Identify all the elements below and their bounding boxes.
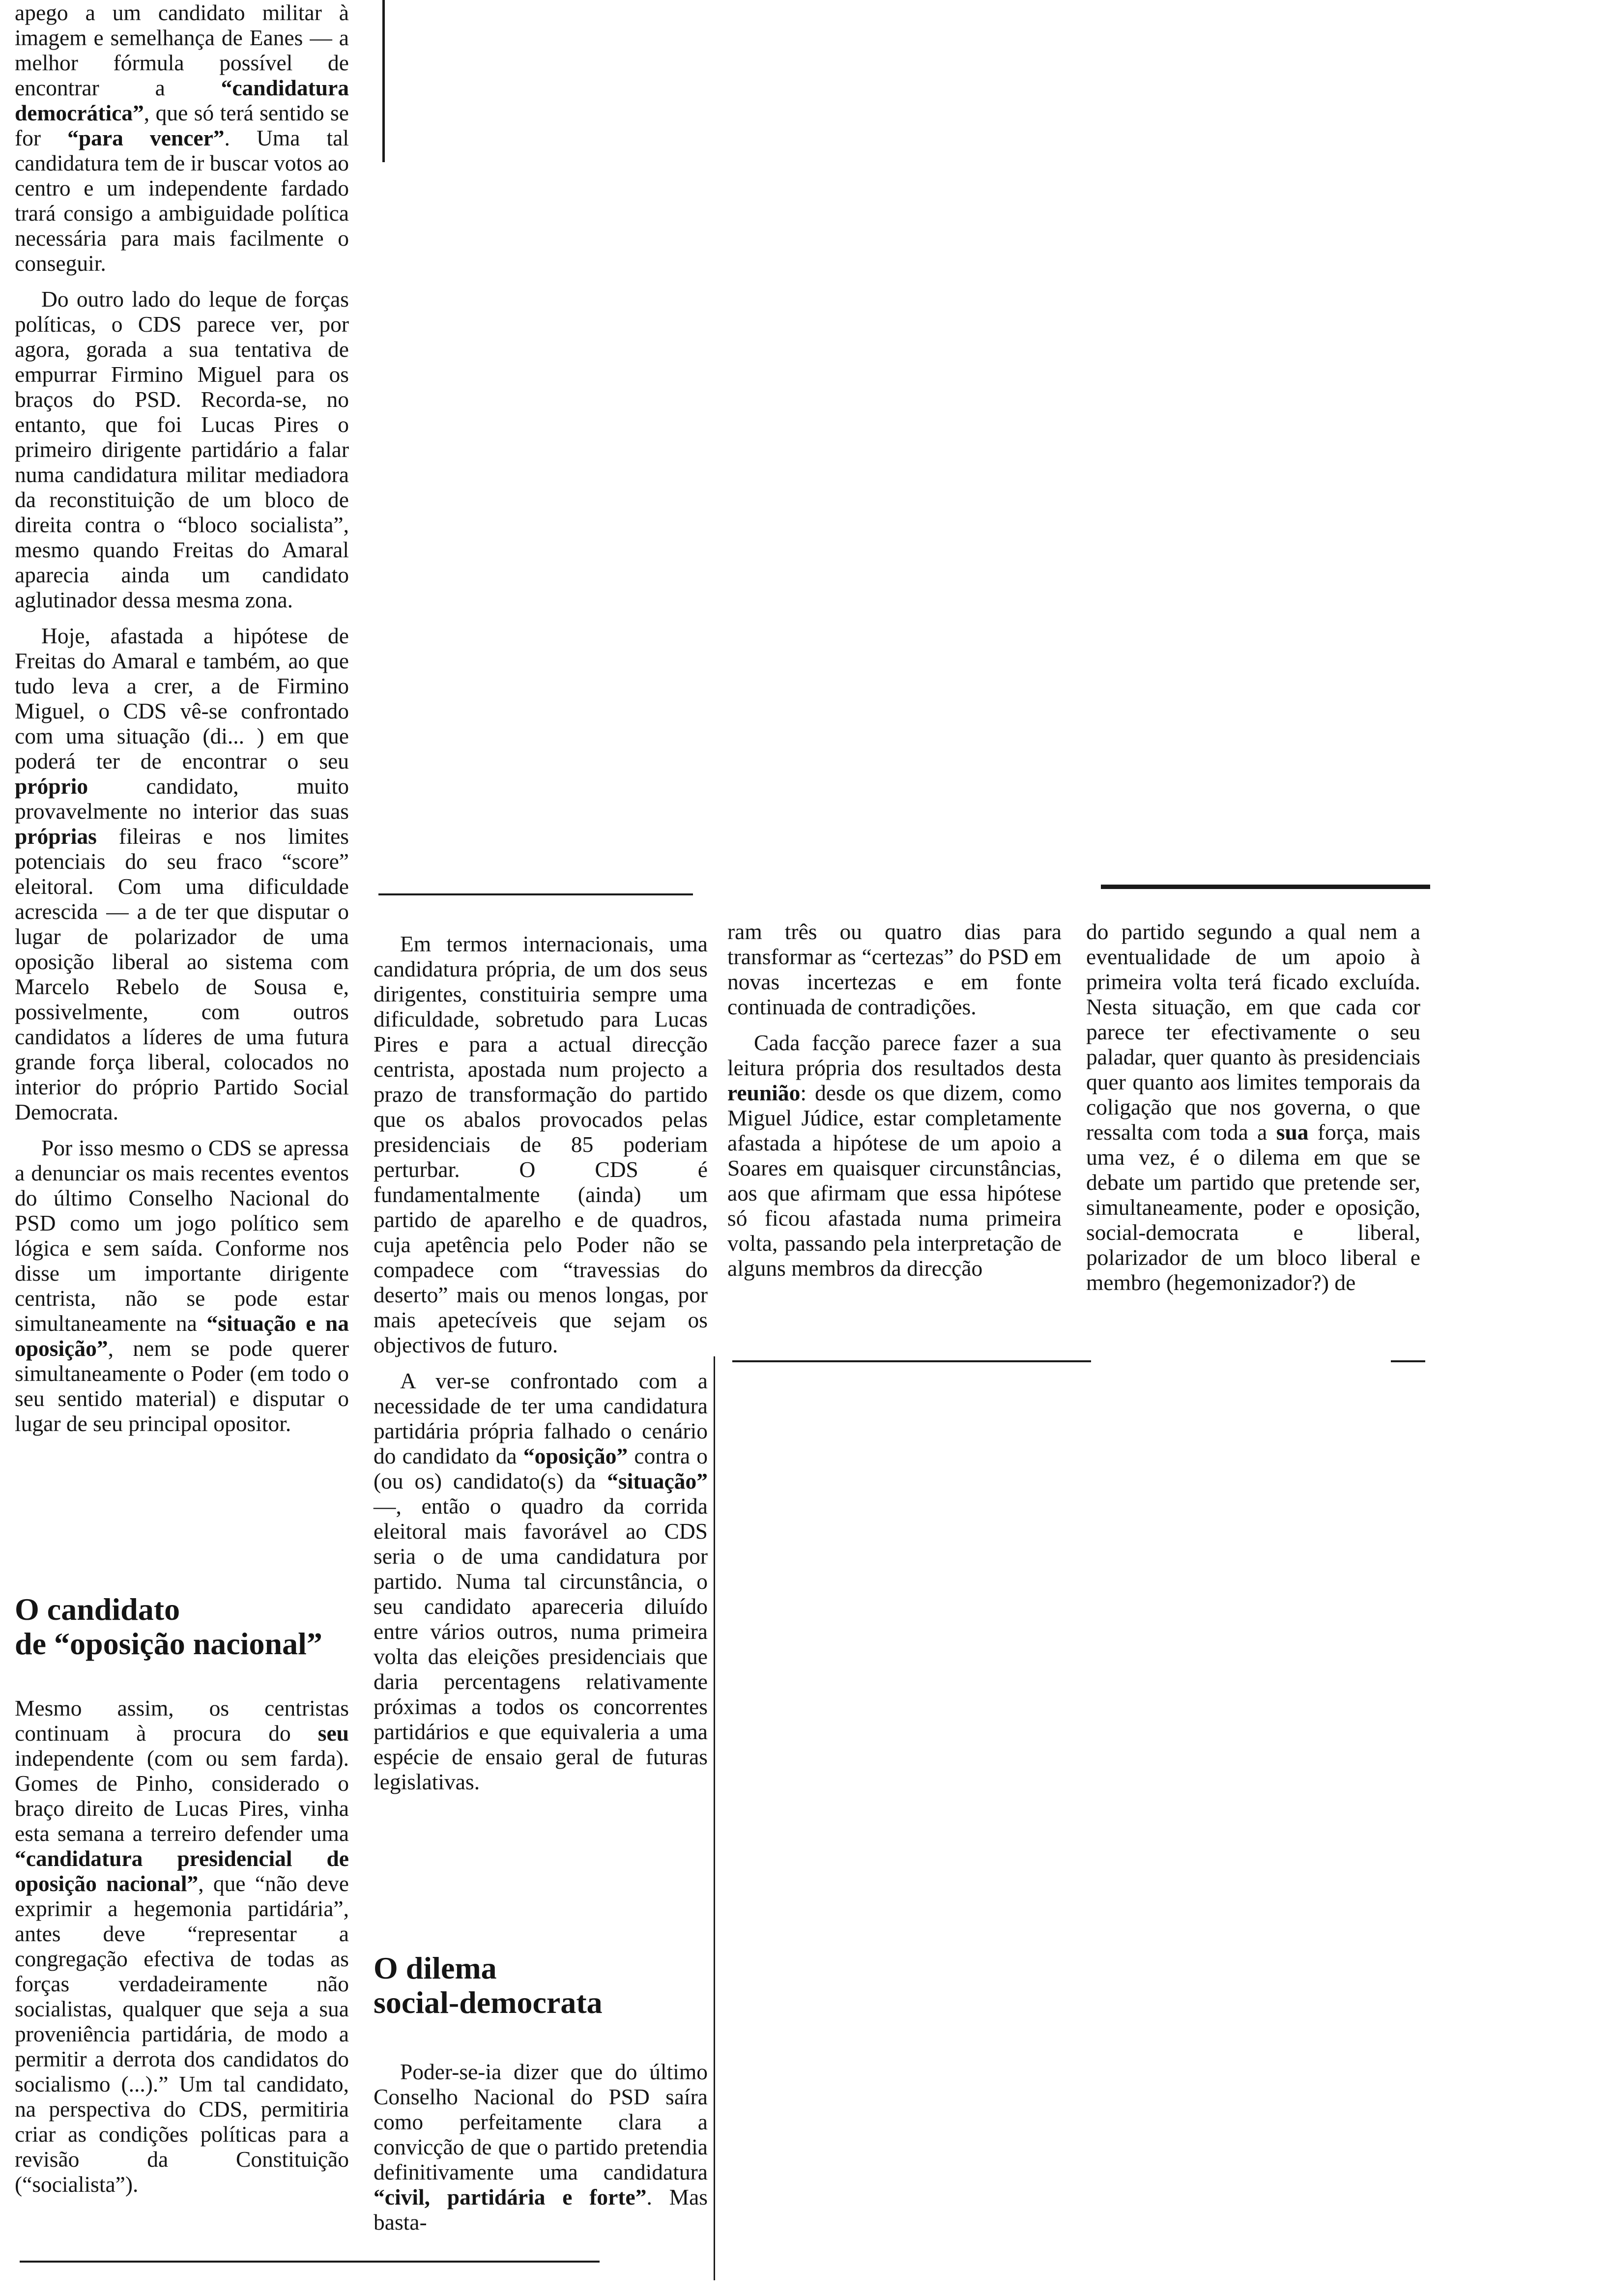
article-column-2 xyxy=(374,931,708,1805)
column-rule xyxy=(714,1356,715,2280)
paragraph: Hoje, afastada a hipótese de Freitas do Amaral e também, ao que tudo leva a crer, a de Firmino Miguel, o CDS vê-se confrontado com uma situação (di... ) em que poderá ter de encontrar o seu próprio candidato, muito provavelmente no interior das suas próprias fileiras e nos limites potenciais do seu fraco “score” eleitoral. Com uma dificuldade acrescida — a de ter que disputar o lugar de polarizador de uma oposição liberal ao sistema com Marcelo Rebelo de Sousa e, possivelmente, com outros candidatos a líderes de uma futura grande força liberal, colocados no interior do próprio Partido Social Democrata. xyxy=(15,623,349,1124)
paragraph: Do outro lado do leque de forças políticas, o CDS parece ver, por agora, gorada a sua tentativa de empurrar Firmino Miguel para os braços do PSD. Recorda-se, no entanto, que foi Lucas Pires o primeiro dirigente partidário a falar numa candidatura militar mediadora da reconstituição de um bloco de direita contra o “bloco socialista”, mesmo quando Freitas do Amaral aparecia ainda um candidato aglutinador dessa mesma zona. xyxy=(15,287,349,612)
section-rule xyxy=(1391,1360,1425,1362)
subheading-oposicao-nacional: O candidato de “oposição nacional” xyxy=(15,1592,322,1661)
article-column-2b xyxy=(374,2059,708,2245)
paragraph: Cada facção parece fazer a sua leitura própria dos resultados desta reunião: desde os que dizem, como Miguel Júdice, estar completamente afastada a hipótese de um apoio a Soares em quaisquer circunstâncias, aos que afirmam que essa hipótese só ficou afastada numa primeira volta, passando pela interpretação de alguns membros da direcção xyxy=(727,1030,1062,1281)
article-column-1 xyxy=(15,0,349,1447)
paragraph: Por isso mesmo o CDS se apressa a denunciar os mais recentes eventos do último Conselho Nacional do PSD como um jogo político sem lógica e sem saída. Conforme nos disse um importante dirigente centrista, não se pode estar simultaneamente na “situação e na oposição”, nem se pode querer simultaneamente o Poder (em todo o seu sentido material) e disputar o lugar de seu principal opositor. xyxy=(15,1135,349,1436)
paragraph: A ver-se confrontado com a necessidade de ter uma candidatura partidária própria falhado o cenário do candidato da “oposição” contra o (ou os) candidato(s) da “situação” —, então o quadro da corrida eleitoral mais favorável ao CDS seria o de uma candidatura por partido. Numa tal circunstância, o seu candidato apareceria diluído entre vários outros, numa primeira volta das eleições presidenciais que daria percentagens relativamente próximas a todos os concorrentes partidários e que equivaleria a uma espécie de ensaio geral de futuras legislativas. xyxy=(374,1368,708,1794)
column-rule xyxy=(382,0,385,162)
paragraph: do partido segundo a qual nem a eventualidade de um apoio à primeira volta terá ficado excluída. Nesta situação, em que cada cor parece ter efectivamente o seu paladar, quer quanto às presidenciais quer quanto aos limites temporais da coligação que nos governa, o que ressalta com toda a sua força, mais uma vez, é o dilema em que se debate um partido que pretende ser, simultaneamente, poder e oposição, social-democrata e liberal, polarizador de um bloco liberal e membro (hegemonizador?) de xyxy=(1086,919,1420,1295)
article-column-4 xyxy=(1086,919,1420,1306)
bottom-rule xyxy=(20,2261,600,2263)
paragraph: Poder-se-ia dizer que do último Conselho Nacional do PSD saíra como perfeitamente clara a convicção de que o partido pretendia definitivamente uma candidatura “civil, partidária e forte”. Mas basta- xyxy=(374,2059,708,2235)
article-column-3 xyxy=(727,919,1062,1292)
paragraph: apego a um candidato militar à imagem e semelhança de Eanes — a melhor fórmula possível de encontrar a “candidatura democrática”, que só terá sentido se for “para vencer”. Uma tal candidatura tem de ir buscar votos ao centro e um independente fardado trará consigo a ambiguidade política necessária para mais facilmente o conseguir. xyxy=(15,0,349,276)
paragraph: Mesmo assim, os centristas continuam à procura do seu independente (com ou sem farda). Gomes de Pinho, considerado o braço direito de Lucas Pires, vinha esta semana a terreiro defender uma “candidatura presidencial de oposição nacional”, que “não deve exprimir a hegemonia partidária”, antes deve “representar a congregação efectiva de todas as forças verdadeiramente não socialistas, qualquer que seja a sua proveniência partidária, de modo a permitir a derrota dos candidatos do socialismo (...).” Um tal candidato, na perspectiva do CDS, permitiria criar as condições políticas para a revisão da Constituição (“socialista”). xyxy=(15,1695,349,2197)
section-rule xyxy=(378,893,693,895)
article-column-1b xyxy=(15,1695,349,2208)
paragraph: ram três ou quatro dias para transformar as “certezas” do PSD em novas incertezas e em fonte continuada de contradições. xyxy=(727,919,1062,1019)
subheading-dilema-social-democrata: O dilema social-democrata xyxy=(374,1951,603,2020)
paragraph: Em termos internacionais, uma candidatura própria, de um dos seus dirigentes, constituiria sempre uma dificuldade, sobretudo para Lucas Pires e para a actual direcção centrista, apostada num projecto a prazo de transformação do partido que os abalos provocados pelas presidenciais de 85 poderiam perturbar. O CDS é fundamentalmente (ainda) um partido de aparelho e de quadros, cuja apetência pelo Poder não se compadece com “travessias do deserto” mais ou menos longas, por mais apetecíveis que sejam os objectivos de futuro. xyxy=(374,931,708,1357)
section-rule-heavy xyxy=(1101,885,1430,889)
section-rule xyxy=(732,1360,1091,1362)
